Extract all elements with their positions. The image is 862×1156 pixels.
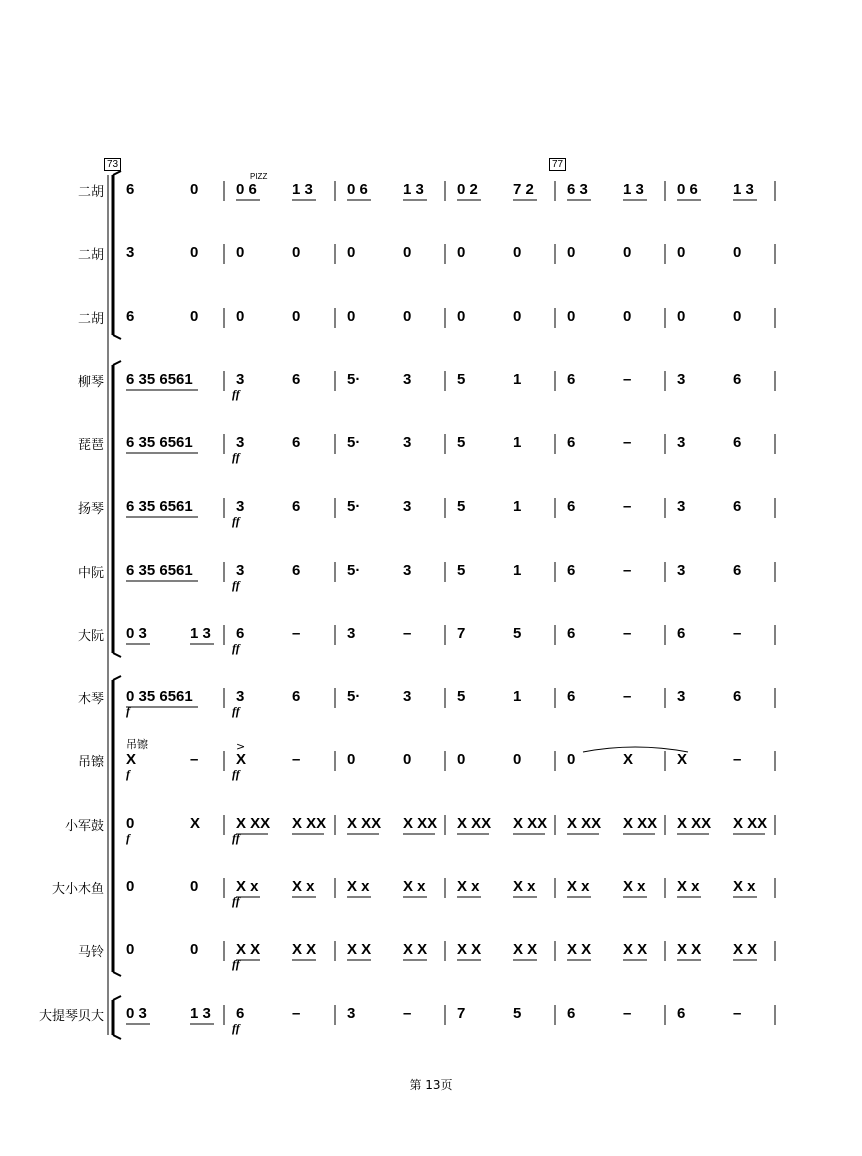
note: 3 xyxy=(403,688,412,705)
note: 0 xyxy=(677,308,686,325)
note: 3 xyxy=(236,498,245,515)
group-bracket xyxy=(113,676,121,680)
instrument-name: 二胡 xyxy=(77,312,104,327)
note: 0 xyxy=(236,244,245,261)
note: 5· xyxy=(347,498,361,515)
note: 0 xyxy=(567,751,576,768)
dynamic-marking: ff xyxy=(232,641,240,655)
note: – xyxy=(292,625,301,642)
instrument-name: 木琴 xyxy=(77,692,104,707)
group-bracket xyxy=(113,335,121,339)
note: 3 xyxy=(677,688,686,705)
note: 6 xyxy=(567,688,576,705)
note: 3 xyxy=(403,371,412,388)
note: X x xyxy=(403,878,426,895)
instrument-name: 扬琴 xyxy=(77,502,104,517)
note: 6 xyxy=(733,371,742,388)
note: X x xyxy=(236,878,259,895)
note: 0 xyxy=(513,308,522,325)
note: 3 xyxy=(677,434,686,451)
note: X X xyxy=(567,941,592,958)
note: 3 xyxy=(236,371,245,388)
note: 0 xyxy=(126,815,135,832)
note: – xyxy=(403,1005,412,1022)
note: – xyxy=(623,498,632,515)
note: 1 xyxy=(513,562,522,579)
note: X XX xyxy=(677,815,712,832)
note: 3 xyxy=(347,1005,356,1022)
note: 0 xyxy=(513,244,522,261)
note: – xyxy=(292,751,301,768)
note: X x xyxy=(567,878,590,895)
note: 5 xyxy=(513,1005,522,1022)
note: – xyxy=(403,625,412,642)
dynamic-marking: ff xyxy=(232,957,240,971)
note: 6 xyxy=(567,434,576,451)
dynamic-marking: ff xyxy=(232,1021,240,1035)
note: X X xyxy=(623,941,648,958)
note: 1 xyxy=(513,688,522,705)
note: 1 3 xyxy=(190,1005,211,1022)
note: 5· xyxy=(347,688,361,705)
note: 6 xyxy=(292,498,301,515)
dynamic-marking: ff xyxy=(232,894,240,908)
note: 0 xyxy=(236,308,245,325)
instrument-name: 大阮 xyxy=(77,629,104,644)
note: 5 xyxy=(457,498,466,515)
note: 0 xyxy=(347,751,356,768)
note: X X xyxy=(733,941,758,958)
note: 0 xyxy=(347,308,356,325)
note: X X xyxy=(513,941,538,958)
note: X X xyxy=(292,941,317,958)
note: 0 xyxy=(190,878,199,895)
note: 6 xyxy=(567,371,576,388)
note: 0 35 6561 xyxy=(126,688,193,705)
note: 0 xyxy=(513,751,522,768)
note: – xyxy=(733,751,742,768)
note: 6 xyxy=(567,498,576,515)
dynamic-marking: ff xyxy=(232,831,240,845)
note: 0 xyxy=(190,181,199,198)
note: 6 35 6561 xyxy=(126,371,193,388)
note: 3 xyxy=(403,498,412,515)
note: 6 xyxy=(126,308,135,325)
note: 3 xyxy=(236,434,245,451)
note: 1 3 xyxy=(623,181,644,198)
instrument-name: 吊镲 xyxy=(77,755,104,770)
note: 3 xyxy=(677,371,686,388)
tie-curve xyxy=(583,747,688,752)
page-number: 第 13页 xyxy=(409,1078,453,1092)
note: 6 xyxy=(567,1005,576,1022)
note: – xyxy=(190,751,199,768)
note: – xyxy=(623,434,632,451)
note: 6 xyxy=(292,688,301,705)
note: 0 xyxy=(403,751,412,768)
note: 3 xyxy=(403,562,412,579)
note: X x xyxy=(457,878,480,895)
note: X x xyxy=(733,878,756,895)
rehearsal-mark: 77 xyxy=(549,158,566,171)
note: 0 xyxy=(403,244,412,261)
note: 0 6 xyxy=(677,181,698,198)
note: X x xyxy=(677,878,700,895)
note: – xyxy=(623,688,632,705)
note: – xyxy=(733,625,742,642)
cymbal-label: 吊镲 xyxy=(126,738,148,751)
dynamic-marking: f xyxy=(126,767,130,781)
instrument-name: 琵琶 xyxy=(77,438,104,453)
note: 7 xyxy=(457,625,466,642)
group-bracket xyxy=(113,996,121,1000)
note: 0 xyxy=(567,308,576,325)
dynamic-marking: ff xyxy=(232,578,240,592)
note: 6 xyxy=(567,625,576,642)
note: 0 xyxy=(126,878,135,895)
group-bracket xyxy=(113,972,121,976)
note: X X xyxy=(403,941,428,958)
note: 6 3 xyxy=(567,181,588,198)
note: 6 35 6561 xyxy=(126,434,193,451)
pizz-marking: PIZZ xyxy=(250,172,268,181)
note: X xyxy=(623,751,634,768)
note: – xyxy=(623,1005,632,1022)
note: 1 xyxy=(513,434,522,451)
note: 0 xyxy=(190,941,199,958)
note: 3 xyxy=(677,562,686,579)
note: X XX xyxy=(623,815,658,832)
note: 0 xyxy=(623,244,632,261)
dynamic-marking: ff xyxy=(232,704,240,718)
note: – xyxy=(623,625,632,642)
note: 0 xyxy=(190,244,199,261)
note: – xyxy=(623,371,632,388)
note: 0 xyxy=(190,308,199,325)
note: 0 xyxy=(567,244,576,261)
note: 6 xyxy=(126,181,135,198)
note: – xyxy=(623,562,632,579)
note: 0 xyxy=(292,244,301,261)
note: 5 xyxy=(513,625,522,642)
instrument-name: 马铃 xyxy=(77,945,104,960)
note: 1 3 xyxy=(190,625,211,642)
note: 0 xyxy=(677,244,686,261)
note: X xyxy=(190,815,201,832)
note: X XX xyxy=(567,815,602,832)
note: X x xyxy=(623,878,646,895)
note: 0 xyxy=(457,244,466,261)
note: 0 xyxy=(403,308,412,325)
note: 6 xyxy=(733,498,742,515)
instrument-name: 二胡 xyxy=(77,248,104,263)
note: 3 xyxy=(403,434,412,451)
note: X XX xyxy=(236,815,271,832)
note: X x xyxy=(513,878,536,895)
dynamic-marking: ff xyxy=(232,767,240,781)
note: X xyxy=(677,751,688,768)
note: X XX xyxy=(457,815,492,832)
note: 6 35 6561 xyxy=(126,562,193,579)
group-bracket xyxy=(113,361,121,365)
note: 1 3 xyxy=(403,181,424,198)
note: 6 xyxy=(292,371,301,388)
note: 5 xyxy=(457,371,466,388)
note: 7 xyxy=(457,1005,466,1022)
note: 5· xyxy=(347,371,361,388)
note: 0 6 xyxy=(347,181,368,198)
note: 0 xyxy=(457,751,466,768)
dynamic-marking: f xyxy=(126,704,130,718)
note: X XX xyxy=(733,815,768,832)
instrument-name: 柳琴 xyxy=(77,375,104,390)
note: X xyxy=(126,751,137,768)
note: 5· xyxy=(347,562,361,579)
note: 1 3 xyxy=(733,181,754,198)
note: 6 35 6561 xyxy=(126,498,193,515)
dynamic-marking: ff xyxy=(232,514,240,528)
note: 0 xyxy=(126,941,135,958)
note: 6 xyxy=(733,688,742,705)
note: 0 xyxy=(733,308,742,325)
note: 5 xyxy=(457,434,466,451)
note: 0 3 xyxy=(126,625,147,642)
note: X XX xyxy=(403,815,438,832)
note: X X xyxy=(347,941,372,958)
note: – xyxy=(292,1005,301,1022)
note: 6 xyxy=(236,1005,245,1022)
dynamic-marking: f xyxy=(126,831,130,845)
note: 0 xyxy=(733,244,742,261)
group-bracket xyxy=(113,1035,121,1039)
note: 0 xyxy=(623,308,632,325)
note: 1 xyxy=(513,371,522,388)
note: 6 xyxy=(677,625,686,642)
instrument-name: 大小木鱼 xyxy=(51,882,104,897)
note: X XX xyxy=(292,815,327,832)
note: 6 xyxy=(292,434,301,451)
rehearsal-mark: 73 xyxy=(104,158,121,171)
note: 0 2 xyxy=(457,181,478,198)
instrument-name: 二胡 xyxy=(77,185,104,200)
note: 6 xyxy=(733,434,742,451)
note: X XX xyxy=(347,815,382,832)
dynamic-marking: ff xyxy=(232,387,240,401)
instrument-name: 小军鼓 xyxy=(64,819,104,834)
note: X X xyxy=(457,941,482,958)
note: 5· xyxy=(347,434,361,451)
note: 7 2 xyxy=(513,181,534,198)
note: 3 xyxy=(347,625,356,642)
note: X x xyxy=(347,878,370,895)
note: X X xyxy=(677,941,702,958)
note: 3 xyxy=(126,244,135,261)
note: 6 xyxy=(677,1005,686,1022)
note: 1 3 xyxy=(292,181,313,198)
group-bracket xyxy=(113,171,121,175)
note: 0 xyxy=(457,308,466,325)
note: – xyxy=(733,1005,742,1022)
note: 3 xyxy=(236,688,245,705)
instrument-name: 中阮 xyxy=(77,566,104,581)
note: 6 xyxy=(567,562,576,579)
note: 0 xyxy=(292,308,301,325)
instrument-name: 大提琴贝大 xyxy=(38,1009,104,1024)
note: 3 xyxy=(236,562,245,579)
note: 0 3 xyxy=(126,1005,147,1022)
note: 0 6 xyxy=(236,181,257,198)
note: 5 xyxy=(457,688,466,705)
note: X X xyxy=(236,941,261,958)
accent-mark: > xyxy=(236,740,246,753)
note: 1 xyxy=(513,498,522,515)
note: 3 xyxy=(677,498,686,515)
note: X xyxy=(236,751,247,768)
note: X XX xyxy=(513,815,548,832)
dynamic-marking: ff xyxy=(232,450,240,464)
group-bracket xyxy=(113,653,121,657)
note: 0 xyxy=(347,244,356,261)
note: 6 xyxy=(733,562,742,579)
note: X x xyxy=(292,878,315,895)
note: 6 xyxy=(236,625,245,642)
note: 5 xyxy=(457,562,466,579)
note: 6 xyxy=(292,562,301,579)
